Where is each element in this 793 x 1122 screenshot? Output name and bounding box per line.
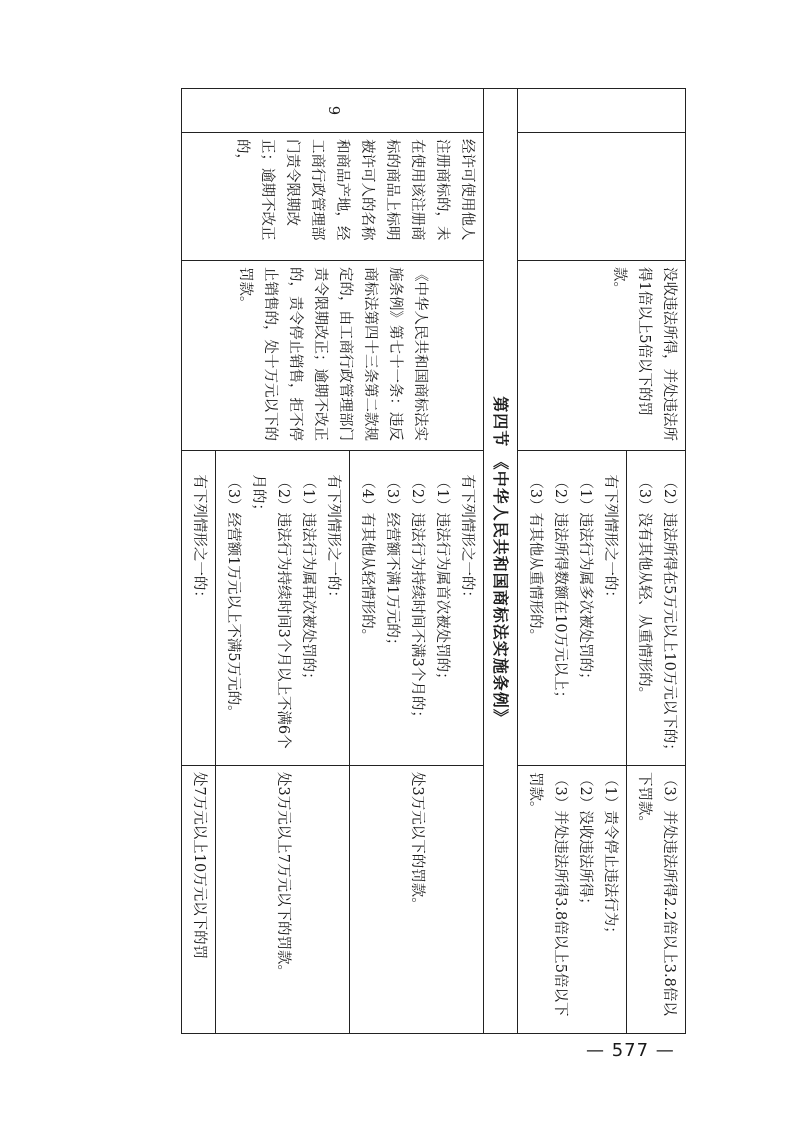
text-line: （2）违法行为持续时间不满3个月的； [409,474,425,725]
row-number: 9 [182,89,484,133]
text-line: （1）违法行为属再次被处罚的； [300,474,316,687]
text-line: 有下列情形之一的： [191,474,207,605]
table-row [627,89,686,1034]
cell-legal-basis: 《中华人民共和国商标法实施条例》第七十一条：违反商标法第四十三条第二款规定的，由工商行政管理部门责令限期改正；逾期不改正的，责令停止销售，拒不停止销售的，处十万元以下的罚款。 [182,261,484,451]
cell-penalty: （3）并处违法所得2.2倍以上3.8倍以下罚款。 [627,766,686,1034]
cell-legal-basis: 没收违法所得，并处违法所得1倍以上5倍以下的罚款。 [518,261,686,451]
cell-penalty: 处3万元以下的罚款。 [350,766,484,1034]
text-line: （2）没收违法所得； [577,772,593,912]
page-number: — 577 — [586,1040,675,1061]
cell-circumstance [627,451,686,766]
text-line: （2）违法行为持续时间3个月以上不满6个月的； [250,474,291,749]
text-line: （2）违法所得在5万元以上10万元以下的； [661,474,677,758]
penalty-table [181,88,686,1034]
text-line: （1）违法行为属多次被处罚的； [577,474,593,687]
cell-behavior: 经许可使用他人注册商标的，未在使用该注册商标的商品上标明被许可人的名称和商品产地，经工商行政管理部门责令限期改正；逾期不改正的， [182,133,484,261]
section-title: 第四节 《中华人民共和国商标法实施条例》 [484,89,518,1034]
cell-behavior-empty [518,133,686,261]
text-line: （3）有其他从重情形的。 [527,474,543,644]
text-line: （3）经营额不满1万元的； [384,474,400,653]
cell-no-empty [518,89,686,133]
text-line: （3）没有其他从轻、从重情形的。 [636,474,652,702]
cell-circumstance [518,451,627,766]
text-line: （4）有其他从轻情形的。 [359,474,375,644]
cell-circumstance [182,451,216,766]
text-line: 有下列情形之一的： [325,474,341,605]
text-line: 有下列情形之一的： [459,474,475,605]
rotated-page [96,88,686,1033]
cell-penalty: 处3万元以上7万元以下的罚款。 [216,766,350,1034]
section-row [484,89,518,1034]
table-row [350,89,484,1034]
text-line: （1）责令停止违法行为； [602,772,618,941]
text-line: （2）违法所得数额在10万元以上； [552,474,568,706]
cell-penalty [518,766,627,1034]
text-line: 有下列情形之一的： [602,474,618,605]
cell-penalty: 处7万元以上10万元以下的罚 [182,766,216,1034]
text-line: （3）并处违法所得3.8倍以上5倍以下罚款。 [527,772,568,1017]
text-line: （3）经营额1万元以上不满5万元的。 [225,474,241,720]
cell-circumstance [350,451,484,766]
text-line: （1）违法行为属首次被处罚的； [434,474,450,687]
cell-circumstance [216,451,350,766]
